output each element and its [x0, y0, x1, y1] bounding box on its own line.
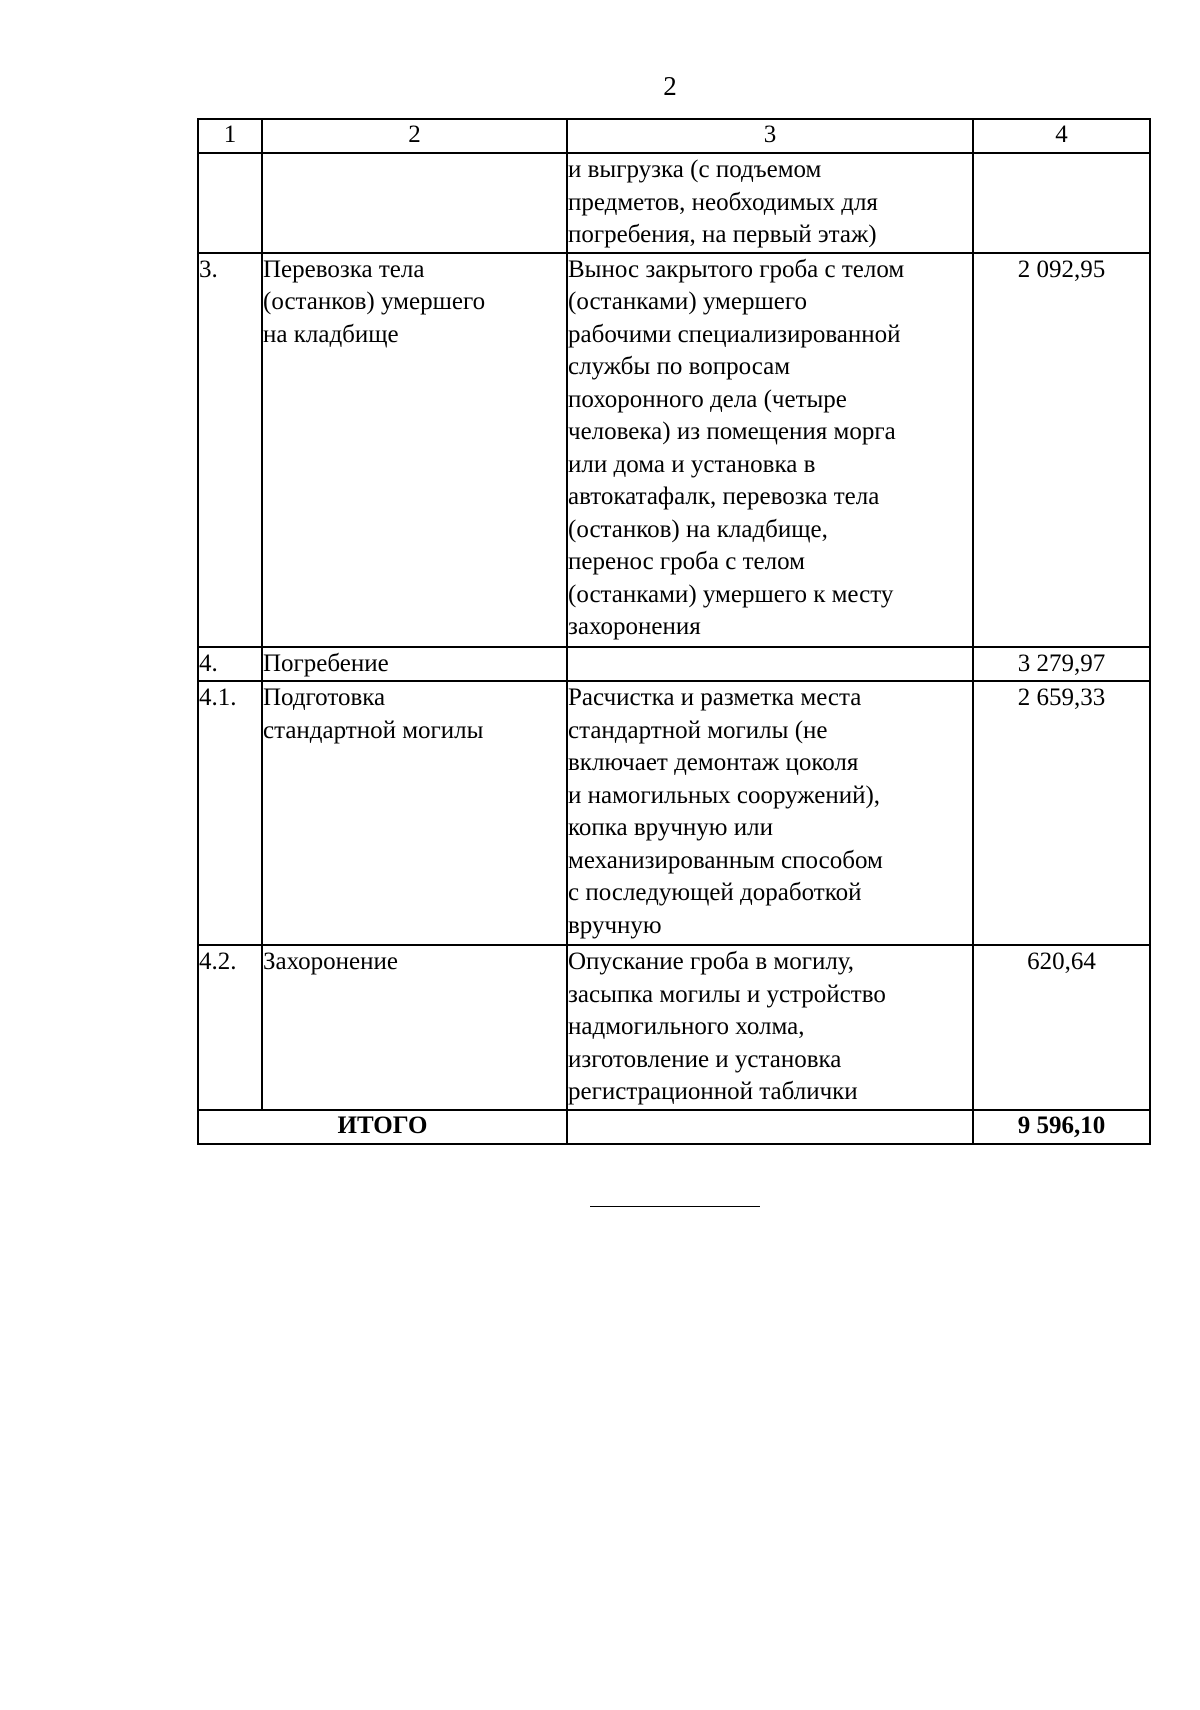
- description-line: с последующей доработкой: [568, 879, 862, 906]
- description-line: перенос гроба с телом: [568, 548, 805, 575]
- table-row: [198, 681, 1150, 945]
- description-line: Вынос закрытого гроба с телом: [568, 255, 905, 283]
- service-description: [567, 253, 973, 647]
- description-line: или дома и установка в: [568, 450, 816, 478]
- page-number: 2: [663, 71, 677, 101]
- service-description: [567, 647, 973, 682]
- service-name: [262, 945, 567, 1110]
- description-line: (останками) умершего к месту: [568, 580, 894, 608]
- description-line: Опускание гроба в могилу,: [568, 948, 855, 975]
- description-line: человека) из помещения морга: [568, 418, 896, 445]
- column-header-1: 1: [198, 119, 262, 153]
- description-line: (останками) умершего: [568, 288, 807, 315]
- name-line: Подготовка: [263, 684, 386, 711]
- row-number: 4.: [198, 647, 262, 682]
- name-line: Погребение: [263, 649, 389, 677]
- description-line: засыпка могилы и устройство: [568, 980, 886, 1008]
- table-header-row: [198, 119, 1150, 153]
- table-row: [198, 945, 1150, 1110]
- service-amount: 2 659,33: [973, 681, 1150, 945]
- row-number: [198, 153, 262, 253]
- description-line: службы по вопросам: [568, 353, 791, 380]
- table-row: [198, 153, 1150, 253]
- row-number: 3.: [198, 253, 262, 647]
- name-line: стандартной могилы: [263, 716, 484, 744]
- service-amount: 620,64: [973, 945, 1150, 1110]
- service-amount: 3 279,97: [973, 647, 1150, 682]
- table-row: [198, 647, 1150, 682]
- service-description: [567, 681, 973, 945]
- description-line: изготовление и установка: [568, 1045, 842, 1073]
- total-amount: 9 596,10: [973, 1110, 1150, 1144]
- name-line: Перевозка тела: [263, 255, 425, 283]
- description-line: захоронения: [568, 613, 701, 640]
- total-label: ИТОГО: [198, 1110, 567, 1144]
- name-line: (останков) умершего: [263, 288, 486, 315]
- service-name: [262, 153, 567, 253]
- description-line: регистрационной таблички: [568, 1078, 858, 1105]
- column-header-2: 2: [262, 119, 567, 153]
- description-line: включает демонтаж цоколя: [568, 749, 859, 776]
- description-line: Расчистка и разметка места: [568, 684, 862, 711]
- service-amount: [973, 153, 1150, 253]
- price-table: [197, 118, 1151, 1145]
- column-header-4: 4: [973, 119, 1150, 153]
- description-line: и выгрузка (с подъемом: [568, 156, 822, 183]
- name-line: на кладбище: [263, 320, 399, 348]
- description-line: рабочими специализированной: [568, 320, 901, 348]
- name-line: Захоронение: [263, 948, 398, 975]
- service-amount: 2 092,95: [973, 253, 1150, 647]
- service-name: [262, 253, 567, 647]
- total-row: [198, 1110, 1150, 1144]
- description-line: стандартной могилы (не: [568, 716, 828, 744]
- description-line: надмогильного холма,: [568, 1013, 805, 1040]
- description-line: (останков) на кладбище,: [568, 515, 828, 543]
- description-line: похоронного дела (четыре: [568, 385, 847, 413]
- description-line: погребения, на первый этаж): [568, 221, 877, 248]
- description-line: автокатафалк, перевозка тела: [568, 483, 880, 510]
- description-line: механизированным способом: [568, 846, 883, 874]
- description-line: вручную: [568, 911, 662, 939]
- service-description: [567, 945, 973, 1110]
- description-line: и намогильных сооружений),: [568, 781, 881, 809]
- row-number: 4.2.: [198, 945, 262, 1110]
- row-number: 4.1.: [198, 681, 262, 945]
- total-empty-cell: [567, 1110, 973, 1144]
- end-divider: [590, 1206, 760, 1207]
- description-line: предметов, необходимых для: [568, 188, 878, 216]
- column-header-3: 3: [567, 119, 973, 153]
- service-name: [262, 647, 567, 682]
- table-row: [198, 253, 1150, 647]
- service-name: [262, 681, 567, 945]
- service-description: [567, 153, 973, 253]
- description-line: копка вручную или: [568, 814, 773, 841]
